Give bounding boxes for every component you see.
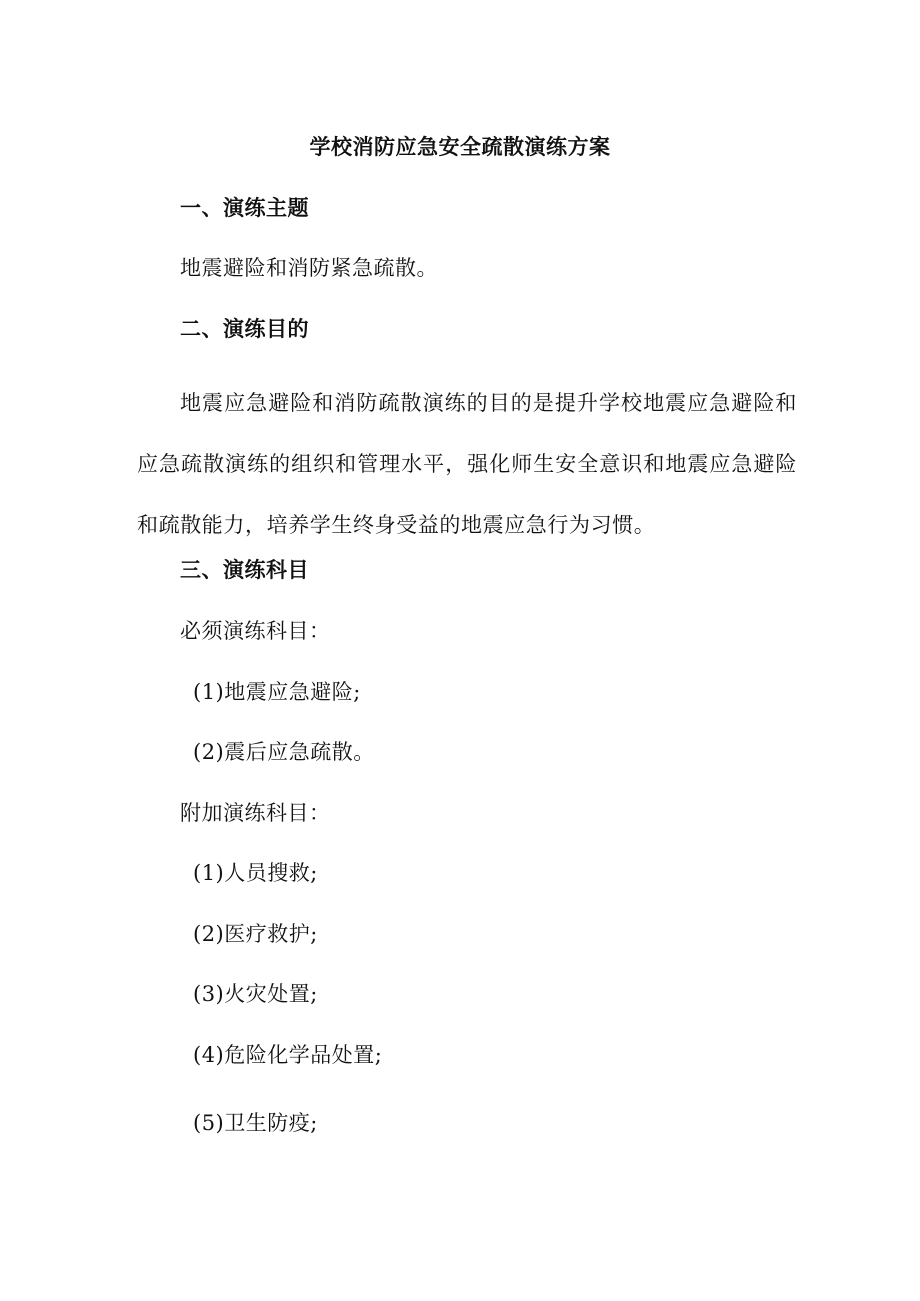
section-heading-subjects: 三、演练科目: [180, 557, 309, 582]
list-item: (5)卫生防疫;: [193, 1111, 318, 1135]
additional-subjects-label: 附加演练科目：: [180, 801, 331, 825]
document-title: 学校消防应急安全疏散演练方案: [309, 134, 611, 159]
list-item: (1)人员搜救;: [193, 861, 318, 885]
section-heading-purpose: 二、演练目的: [180, 316, 309, 341]
required-subjects-label: 必须演练科目：: [180, 619, 331, 643]
list-item: (1)地震应急避险;: [193, 680, 361, 704]
section-body-purpose: 地震应急避险和消防疏散演练的目的是提升学校地震应急避险和应急疏散演练的组织和管理水平，强化师生安全意识和地震应急避险和疏散能力，培养学生终身受益的地震应急行为习惯。: [137, 391, 797, 537]
section-body-theme: 地震避险和消防紧急疏散。: [180, 256, 438, 280]
list-item: (2)医疗救护;: [193, 922, 318, 946]
list-item: (3)火灾处置;: [193, 982, 318, 1006]
list-item: (4)危险化学品处置;: [193, 1043, 383, 1067]
section-heading-theme: 一、演练主题: [180, 195, 309, 220]
list-item: (2)震后应急疏散。: [193, 740, 375, 764]
